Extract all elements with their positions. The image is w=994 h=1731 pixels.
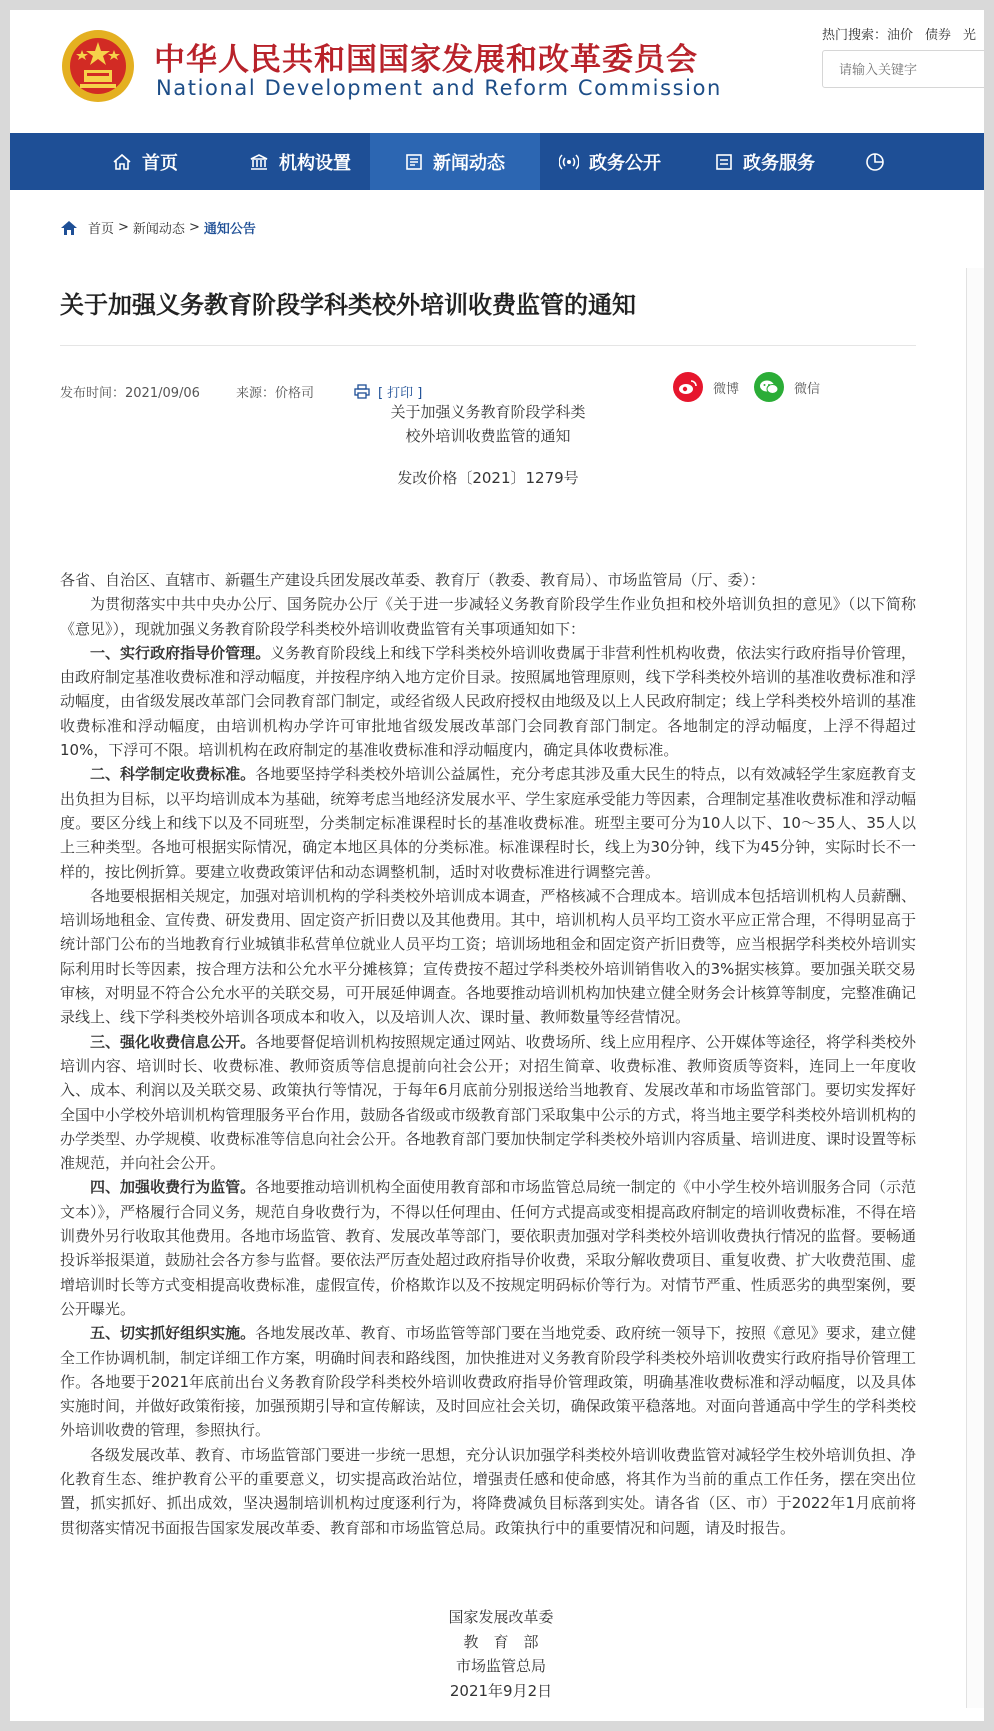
wechat-icon bbox=[754, 372, 784, 402]
printer-icon bbox=[354, 384, 370, 399]
nav-label: 新闻动态 bbox=[433, 152, 505, 174]
nav-label: 政务服务 bbox=[743, 152, 815, 174]
news-icon bbox=[405, 153, 423, 171]
paragraph-section-5 bbox=[60, 1321, 916, 1442]
nav-label: 机构设置 bbox=[279, 152, 351, 174]
page-frame bbox=[10, 10, 984, 1721]
title-divider bbox=[60, 345, 916, 346]
print-label: [ 打印 ] bbox=[377, 386, 423, 401]
nav-item-more[interactable] bbox=[845, 133, 984, 190]
breadcrumb-home[interactable]: 首页 bbox=[88, 222, 115, 237]
chart-icon bbox=[865, 152, 885, 172]
paragraph-section-1 bbox=[60, 641, 916, 762]
national-emblem-icon[interactable] bbox=[60, 28, 136, 104]
nav-label: 首页 bbox=[142, 152, 178, 174]
paragraph-section-2 bbox=[60, 762, 916, 883]
paragraph-section-3 bbox=[60, 1030, 916, 1176]
paragraph-closing: 各级发展改革、教育、市场监管部门要进一步统一思想，充分认识加强学科类校外培训收费监管对减轻学生校外培训负担、净化教育生态、维护教育公平的重要意义，切实提高政治站位，增强责任感和使命感，将其作为当前的重点工作任务，摆在突出位置，抓实抓好、抓出成效，坚决遏制培训机构过度逐利行为，将降费减负目标落到实处。请各省（区、市）于2022年1月底前将贯彻落实情况书面报告国家发展改革委、教育部和市场监管总局。政策执行中的重要情况和问题，请及时报告。 bbox=[60, 1445, 916, 1537]
section-text: 各地要督促培训机构按照规定通过网站、收费场所、线上应用程序、公开媒体等途径，将学科类校外培训内容、培训时长、收费标准、教师资质等信息提前向社会公开；对招生简章、收费标准、教师资质等资料，连同上一年度收入、成本、利润以及关联交易、政策执行等情况，于每年6月底前分别报送给当地教育、发展改革和市场监管部门。要切实发挥好全国中小学校外培训机构管理服务平台作用，鼓励各省级或市级教育部门采取集中公示的方式，将当地主要学科类校外培训机构的办学类型、办学规模、收费标准等信息向社会公开。各地教育部门要加快制定学科类校外培训内容质量、培训进度、课时设置等标准规范，并向社会公开。 bbox=[60, 1032, 916, 1173]
nav-item-services[interactable] bbox=[680, 133, 850, 190]
section-heading: 一、实行政府指导价管理。 bbox=[90, 643, 271, 662]
breadcrumb-separator: > bbox=[118, 220, 129, 235]
right-sidebar-edge bbox=[966, 268, 984, 1708]
share-weibo-label: 微博 bbox=[713, 381, 740, 397]
weibo-icon bbox=[673, 372, 703, 402]
document-number: 发改价格〔2021〕1279号 bbox=[397, 469, 579, 487]
publish-time: 发布时间：2021/09/06 bbox=[60, 386, 200, 401]
print-button[interactable] bbox=[354, 382, 422, 401]
nav-item-news[interactable] bbox=[370, 133, 540, 190]
document-body bbox=[60, 568, 916, 1540]
document-heading-line: 关于加强义务教育阶段学科类 bbox=[390, 403, 586, 421]
hot-search-term[interactable]: 债券 bbox=[925, 28, 952, 43]
section-text: 各地要推动培训机构全面使用教育部和市场监管总局统一制定的《中小学生校外培训服务合同（示范文本）》，严格履行合同义务，规范自身收费行为，不得以任何理由、任何方式提高或变相提高政府制定的培训收费标准，不得在培训费外另行收取其他费用。各地市场监管、教育、发展改革等部门，要依职责加强对学科类校外培训收费执行情况的监督。要畅通投诉举报渠道，鼓励社会各方参与监督。要依法严厉查处超过政府指导价收费，采取分解收费项目、重复收费、扩大收费范围、虚增培训时长等方式变相提高收费标准，虚假宣传，价格欺诈以及不按规定明码标价等行为。对情节严重、性质恶劣的典型案例，要公开曝光。 bbox=[60, 1178, 916, 1318]
breadcrumb-section[interactable]: 新闻动态 bbox=[132, 222, 185, 237]
institution-icon bbox=[249, 153, 269, 171]
document-heading-line: 校外培训收费监管的通知 bbox=[405, 427, 571, 445]
section-text: 各地要坚持学科类校外培训公益属性，充分考虑其涉及重大民生的特点，以有效减轻学生家庭教育支出负担为目标，以平均培训成本为基础，统筹考虑当地经济发展水平、学生家庭承受能力等因素，合理制定基准收费标准和浮动幅度。要区分线上和线下以及不同班型，分类制定标准课程时长的基准收费标准。班型主要可分为10人以下、10～35人、35人以上三种类型。各地可根据实际情况，确定本地区具体的分类标准。标准课程时长，线上为30分钟，线下为45分钟，实际时长不一样的，按比例折算。要建立收费政策评估和动态调整机制，适时对收费标准进行调整完善。 bbox=[60, 765, 916, 881]
section-heading: 三、强化收费信息公开。 bbox=[90, 1032, 256, 1051]
nav-item-institutions[interactable] bbox=[215, 133, 385, 190]
page-title: 关于加强义务教育阶段学科类校外培训收费监管的通知 bbox=[60, 291, 636, 319]
document-heading bbox=[60, 400, 916, 448]
hot-search bbox=[822, 24, 984, 43]
source: 来源：价格司 bbox=[235, 386, 314, 401]
search-input[interactable] bbox=[822, 50, 984, 88]
share-wechat-button[interactable] bbox=[754, 372, 820, 402]
article-meta bbox=[60, 382, 422, 401]
paragraph-intro: 为贯彻落实中共中央办公厅、国务院办公厅《关于进一步减轻义务教育阶段学生作业负担和校外培训负担的意见》（以下简称《意见》），现就加强义务教育阶段学科类校外培训收费监管有关事项通知如下： bbox=[60, 595, 916, 638]
section-heading: 五、切实抓好组织实施。 bbox=[90, 1324, 256, 1343]
breadcrumb-current[interactable]: 通知公告 bbox=[203, 222, 256, 237]
site-title-cn: 中华人民共和国国家发展和改革委员会 bbox=[154, 42, 698, 78]
nav-label: 政务公开 bbox=[589, 152, 661, 174]
service-icon bbox=[715, 153, 733, 171]
hot-search-label: 热门搜索： bbox=[822, 28, 888, 43]
home-icon bbox=[112, 153, 132, 171]
signatory: 市场监管总局 bbox=[455, 1657, 546, 1675]
signatory: 教 育 部 bbox=[463, 1632, 539, 1651]
signature-date: 2021年9月2日 bbox=[449, 1681, 553, 1700]
home-icon[interactable] bbox=[60, 220, 78, 236]
broadcast-icon bbox=[559, 153, 579, 171]
breadcrumb bbox=[60, 218, 256, 237]
salutation: 各省、自治区、直辖市、新疆生产建设兵团发展改革委、教育厅（教委、教育局）、市场监管局（厅、委）： bbox=[60, 571, 766, 589]
signature-block bbox=[430, 1605, 572, 1703]
section-text: 义务教育阶段线上和线下学科类校外培训收费属于非营利性机构收费，依法实行政府指导价管理，由政府制定基准收费标准和浮动幅度，并按程序纳入地方定价目录。按照属地管理原则，线下学科类校外培训的基准收费标准和浮动幅度，由省级发展改革部门会同教育部门制定，或经省级人民政府授权由地级及以上人民政府制定；线上学科类校外培训的基准收费标准和浮动幅度，由培训机构办学许可审批地省级发展改革部门会同教育部门制定。各地制定的浮动幅度，上浮不得超过10%，下浮可不限。培训机构在政府制定的基准收费标准和浮动幅度内，确定具体收费标准。 bbox=[60, 643, 916, 760]
share-wechat-label: 微信 bbox=[794, 381, 821, 397]
paragraph-section-4 bbox=[60, 1175, 916, 1321]
signatory: 国家发展改革委 bbox=[448, 1608, 554, 1626]
nav-item-home[interactable] bbox=[60, 133, 230, 190]
section-heading: 四、加强收费行为监管。 bbox=[90, 1178, 256, 1197]
main-nav bbox=[10, 133, 984, 190]
site-title-en: National Development and Reform Commission bbox=[156, 76, 722, 100]
share-weibo-button[interactable] bbox=[673, 372, 739, 402]
paragraph-section-2b: 各地要根据相关规定，加强对培训机构的学科类校外培训成本调查，严格核减不合理成本。培训成本包括培训机构人员薪酬、培训场地租金、宣传费、研发费用、固定资产折旧费以及其他费用。其中，培训机构人员平均工资水平应正常合理，不得明显高于统计部门公布的当地教育行业城镇非私营单位就业人员平均工资；培训场地租金和固定资产折旧费等，应当根据学科类校外培训实际利用时长等因素，按合理方法和公允水平分摊核算；宣传费按不超过学科类校外培训销售收入的3%据实核算。要加强关联交易审核，对明显不符合公允水平的关联交易，可开展延伸调查。各地要推动培训机构加快建立健全财务会计核算等制度，完整准确记录线上、线下学科类校外培训各项成本和收入，以及培训人次、课时量、教师数量等经营情况。 bbox=[60, 886, 916, 1027]
hot-search-term[interactable]: 光 bbox=[963, 28, 977, 43]
section-heading: 二、科学制定收费标准。 bbox=[90, 765, 256, 784]
section-text: 各地发展改革、教育、市场监管等部门要在当地党委、政府统一领导下，按照《意见》要求，建立健全工作协调机制，制定详细工作方案，明确时间表和路线图，加快推进对义务教育阶段学科类校外培训收费实行政府指导价管理工作。各地要于2021年底前出台义务教育阶段学科类校外培训收费政府指导价管理政策，明确基准收费标准和浮动幅度，以及具体实施时间，并做好政策衔接，加强预期引导和宣传解读，及时回应社会关切，确保政策平稳落地。对面向普通高中学生的学科类校外培训收费的管理，参照执行。 bbox=[60, 1324, 916, 1440]
nav-item-gov-affairs[interactable] bbox=[525, 133, 695, 190]
site-header bbox=[10, 10, 984, 133]
breadcrumb-separator: > bbox=[188, 220, 200, 235]
hot-search-term[interactable]: 油价 bbox=[887, 28, 914, 43]
